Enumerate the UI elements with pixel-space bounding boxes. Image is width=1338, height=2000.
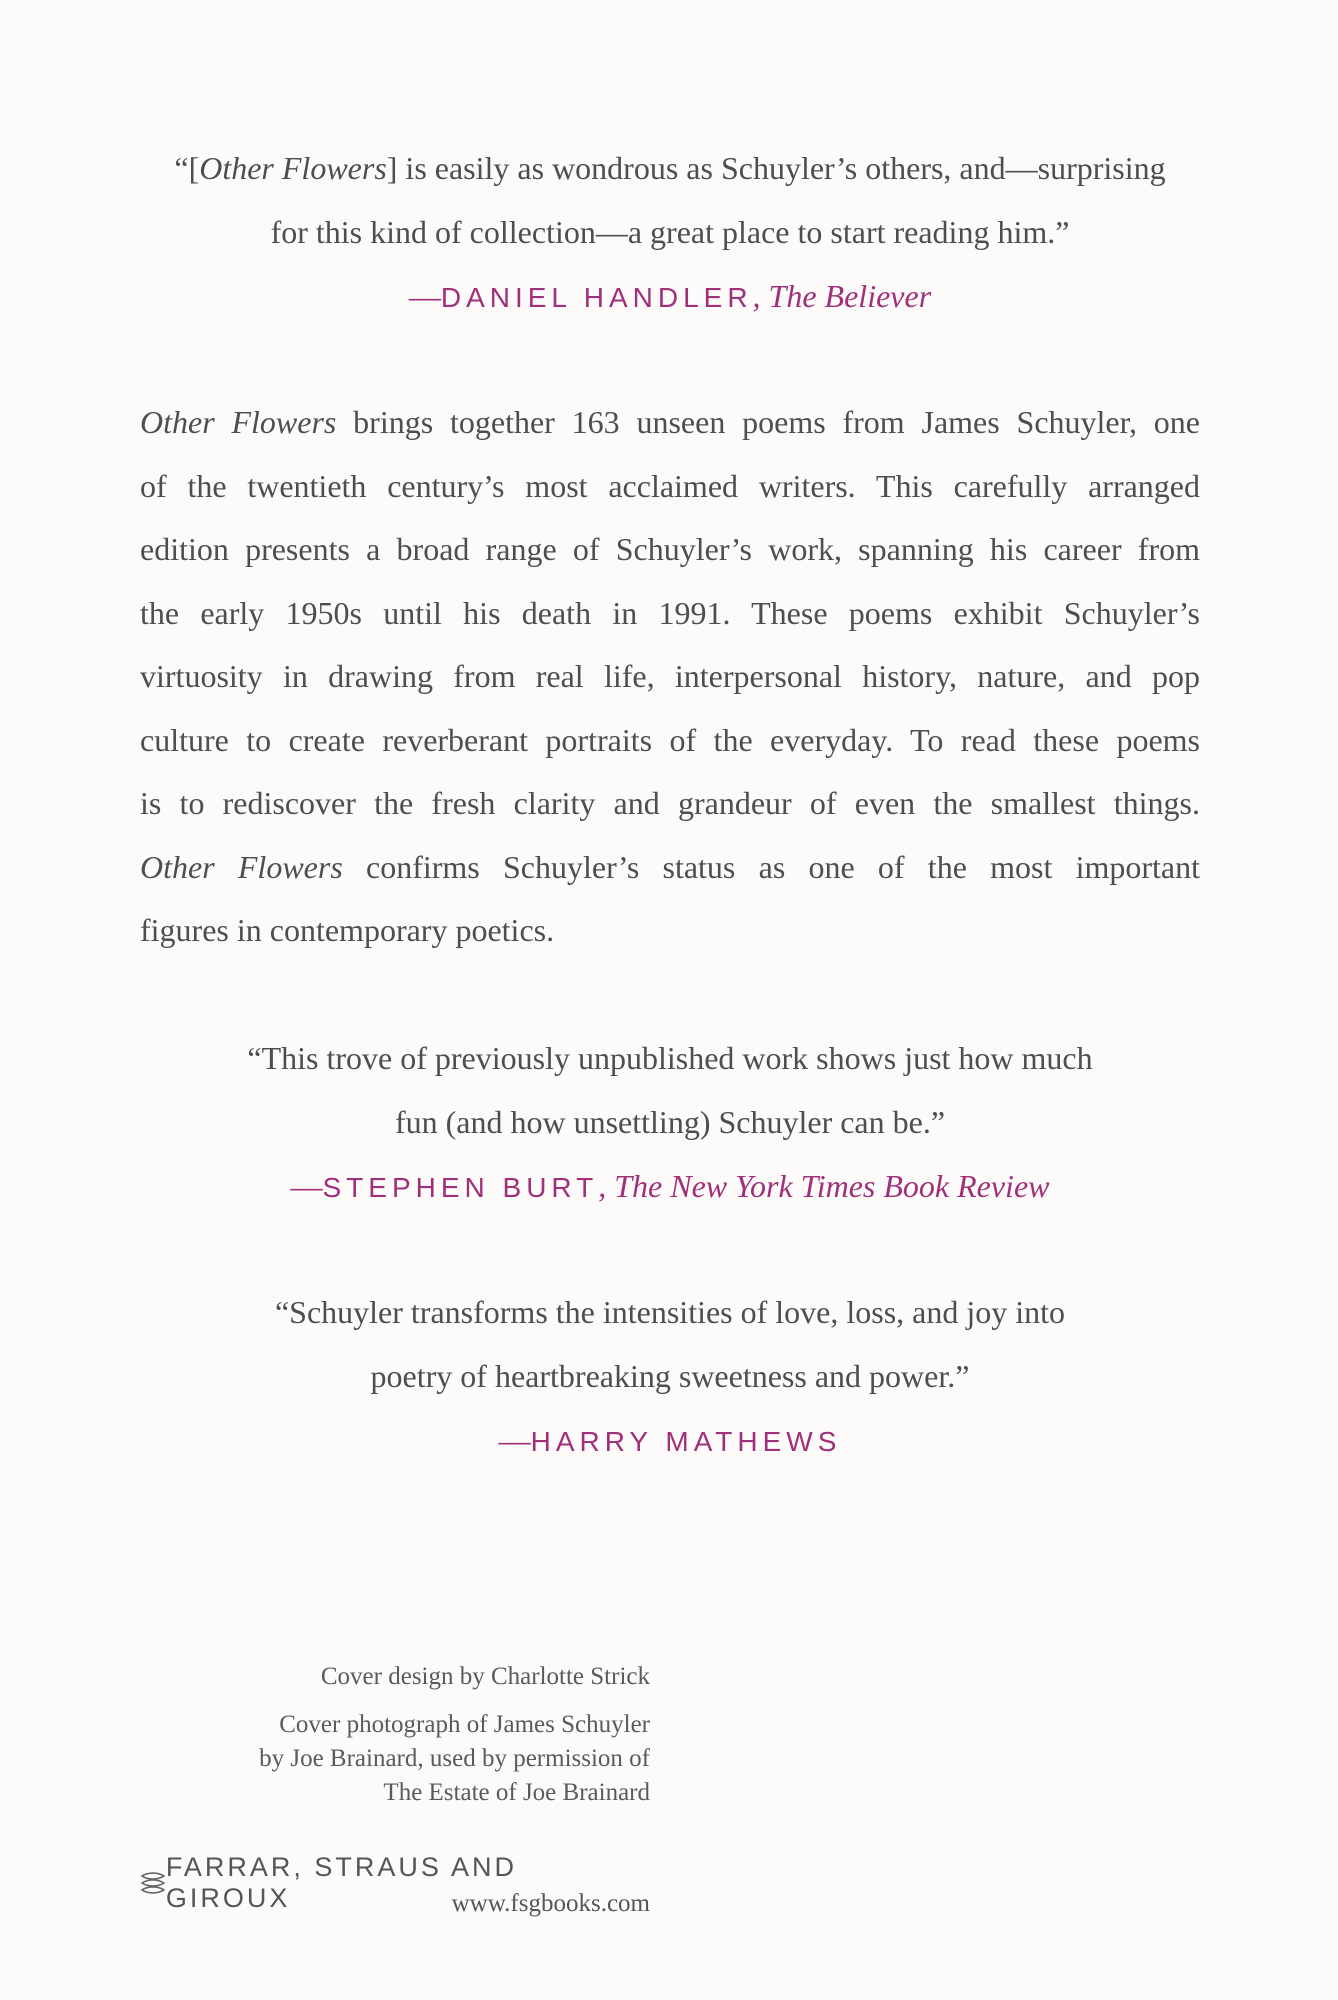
- quote-handler: [140, 136, 1200, 330]
- description-line: figures in contemporary poetics.: [140, 912, 555, 948]
- publication-name: The Believer: [768, 278, 932, 314]
- separator: ,: [598, 1168, 615, 1204]
- author-name: STEPHEN BURT: [322, 1172, 599, 1203]
- attribution: [140, 1408, 1200, 1474]
- description-line: [140, 836, 1200, 900]
- attribution: [140, 264, 1200, 330]
- quote-text: ] is easily as wondrous as Schuyler’s others, and—surprising: [386, 150, 1166, 186]
- em-dash: —: [408, 278, 441, 314]
- description-line: of the twentieth century’s most acclaimed writers. This carefully arranged: [140, 467, 1200, 504]
- quote-line: fun (and how unsettling) Schuyler can be.”: [394, 1104, 946, 1140]
- quote-open: “[: [174, 150, 200, 186]
- photo-credit: [140, 1708, 650, 1810]
- publication-name: The New York Times Book Review: [614, 1168, 1050, 1204]
- separator: ,: [752, 278, 769, 314]
- book-description: [140, 391, 1200, 963]
- description-line: [140, 391, 1200, 455]
- quote-line: “This trove of previously unpublished work shows just how much: [247, 1040, 1093, 1076]
- publisher-url[interactable]: www.fsgbooks.com: [451, 1890, 650, 1917]
- author-name: HARRY MATHEWS: [530, 1426, 842, 1457]
- em-dash: —: [290, 1168, 323, 1204]
- book-title: Other Flowers: [199, 150, 387, 186]
- publisher-name: FARRAR, STRAUS AND GIROUX: [165, 1852, 517, 1913]
- em-dash: —: [498, 1422, 531, 1458]
- book-title: Other Flowers: [140, 404, 337, 440]
- description-line: culture to create reverberant portraits of the everyday. To read these poems: [140, 721, 1200, 758]
- quote-mathews: [140, 1280, 1200, 1474]
- quote-line: poetry of heartbreaking sweetness and power.”: [370, 1358, 970, 1394]
- quote-line: for this kind of collection—a great place to start reading him.”: [270, 214, 1070, 250]
- photo-credit-line: Cover photograph of James Schuyler: [279, 1711, 650, 1738]
- quote-line: [140, 136, 1200, 200]
- description-line: the early 1950s until his death in 1991. These poems exhibit Schuyler’s: [140, 594, 1200, 631]
- attribution: [140, 1154, 1200, 1220]
- cover-design-credit: Cover design by Charlotte Strick: [320, 1663, 650, 1690]
- description-text: brings together 163 unseen poems from James Schuyler, one: [336, 404, 1200, 440]
- photo-credit-line: The Estate of Joe Brainard: [383, 1779, 650, 1806]
- author-name: DANIEL HANDLER: [440, 282, 753, 313]
- description-line: is to rediscover the fresh clarity and grandeur of even the smallest things.: [140, 785, 1200, 821]
- quote-burt: [140, 1026, 1200, 1220]
- quote-line: “Schuyler transforms the intensities of love, loss, and joy into: [274, 1294, 1066, 1330]
- description-text: confirms Schuyler’s status as one of the most important: [342, 848, 1201, 885]
- description-line: virtuosity in drawing from real life, interpersonal history, nature, and pop: [140, 658, 1200, 694]
- book-title: Other Flowers: [140, 848, 343, 885]
- description-line: edition presents a broad range of Schuyler’s work, spanning his career from: [140, 531, 1200, 567]
- photo-credit-line: by Joe Brainard, used by permission of: [259, 1745, 650, 1772]
